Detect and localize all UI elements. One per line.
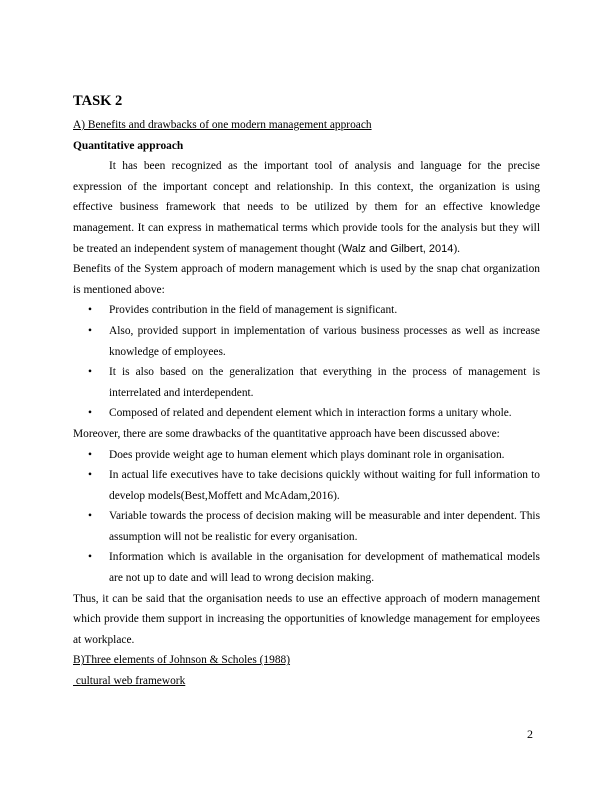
list-item — [73, 506, 540, 547]
task-title: TASK 2 — [73, 93, 123, 109]
bullet-icon: • — [88, 469, 92, 482]
bullet-icon: • — [88, 304, 92, 317]
list-item-text: In actual life executives have to take decisions quickly without waiting for full information to develop models(Best,Moffett and McAdam,2016). — [109, 469, 540, 502]
drawbacks-intro: Moreover, there are some drawbacks of the quantitative approach have been discussed above: — [73, 427, 500, 440]
intro-citation: Walz and Gilbert, 2014 — [341, 242, 454, 255]
conclusion-paragraph: Thus, it can be said that the organisation needs to use an effective approach of modern management which provide them support in increasing the opportunities of knowledge management for employees at workplace. — [73, 592, 540, 646]
list-item-text: Composed of related and dependent element which in interaction forms a unitary whole. — [109, 407, 512, 420]
bullet-icon: • — [88, 407, 92, 420]
list-item-text: Provides contribution in the field of management is significant. — [109, 304, 398, 317]
approach-heading: Quantitative approach — [73, 139, 184, 152]
bullet-icon: • — [88, 448, 92, 461]
list-item — [73, 465, 540, 506]
list-item-text: Does provide weight age to human element which plays dominant role in organisation. — [109, 448, 505, 461]
list-item — [73, 445, 540, 466]
list-item-text: Information which is available in the organisation for development of mathematical models are not up to date and will lead to wrong decision making. — [109, 551, 540, 585]
intro-paragraph — [73, 156, 540, 259]
benefits-intro: Benefits of the System approach of modern management which is used by the snap chat organization is mentioned above: — [73, 263, 540, 296]
list-item — [73, 300, 540, 321]
list-item — [73, 547, 540, 588]
bullet-icon: • — [88, 324, 92, 337]
section-b-heading: B)Three elements of Johnson & Scholes (1988) — [73, 654, 291, 667]
bullet-icon: • — [88, 551, 92, 564]
drawbacks-list — [73, 445, 540, 589]
list-item — [73, 403, 540, 424]
bullet-icon: • — [88, 366, 92, 379]
page-number: 2 — [527, 727, 533, 741]
list-item-text: Variable towards the process of decision making will be measurable and inter dependent. This assumption will not be realistic for every organisation. — [109, 510, 540, 543]
section-a-heading: A) Benefits and drawbacks of one modern management approach — [73, 119, 372, 131]
bullet-icon: • — [88, 510, 92, 523]
intro-text: It has been recognized as the important tool of analysis and language for the precise expression of the important concept and relationship. In this context, the organization is using effective business framework that needs to be utilized by them for an effective knowledge management. It can express in mathematical terms which provide tools for the analysis but they will be treated an independent system of management thought ( — [73, 160, 540, 255]
page-content — [73, 92, 540, 692]
benefits-list — [73, 300, 540, 424]
intro-end: ). — [453, 242, 460, 255]
list-item-text: Also, provided support in implementation of various business processes as well as increase knowledge of employees. — [109, 324, 540, 358]
section-b-subheading: cultural web framework — [73, 675, 186, 688]
list-item — [73, 321, 540, 362]
list-item-text: It is also based on the generalization that everything in the process of management is interrelated and interdependent. — [109, 366, 540, 399]
list-item — [73, 362, 540, 403]
